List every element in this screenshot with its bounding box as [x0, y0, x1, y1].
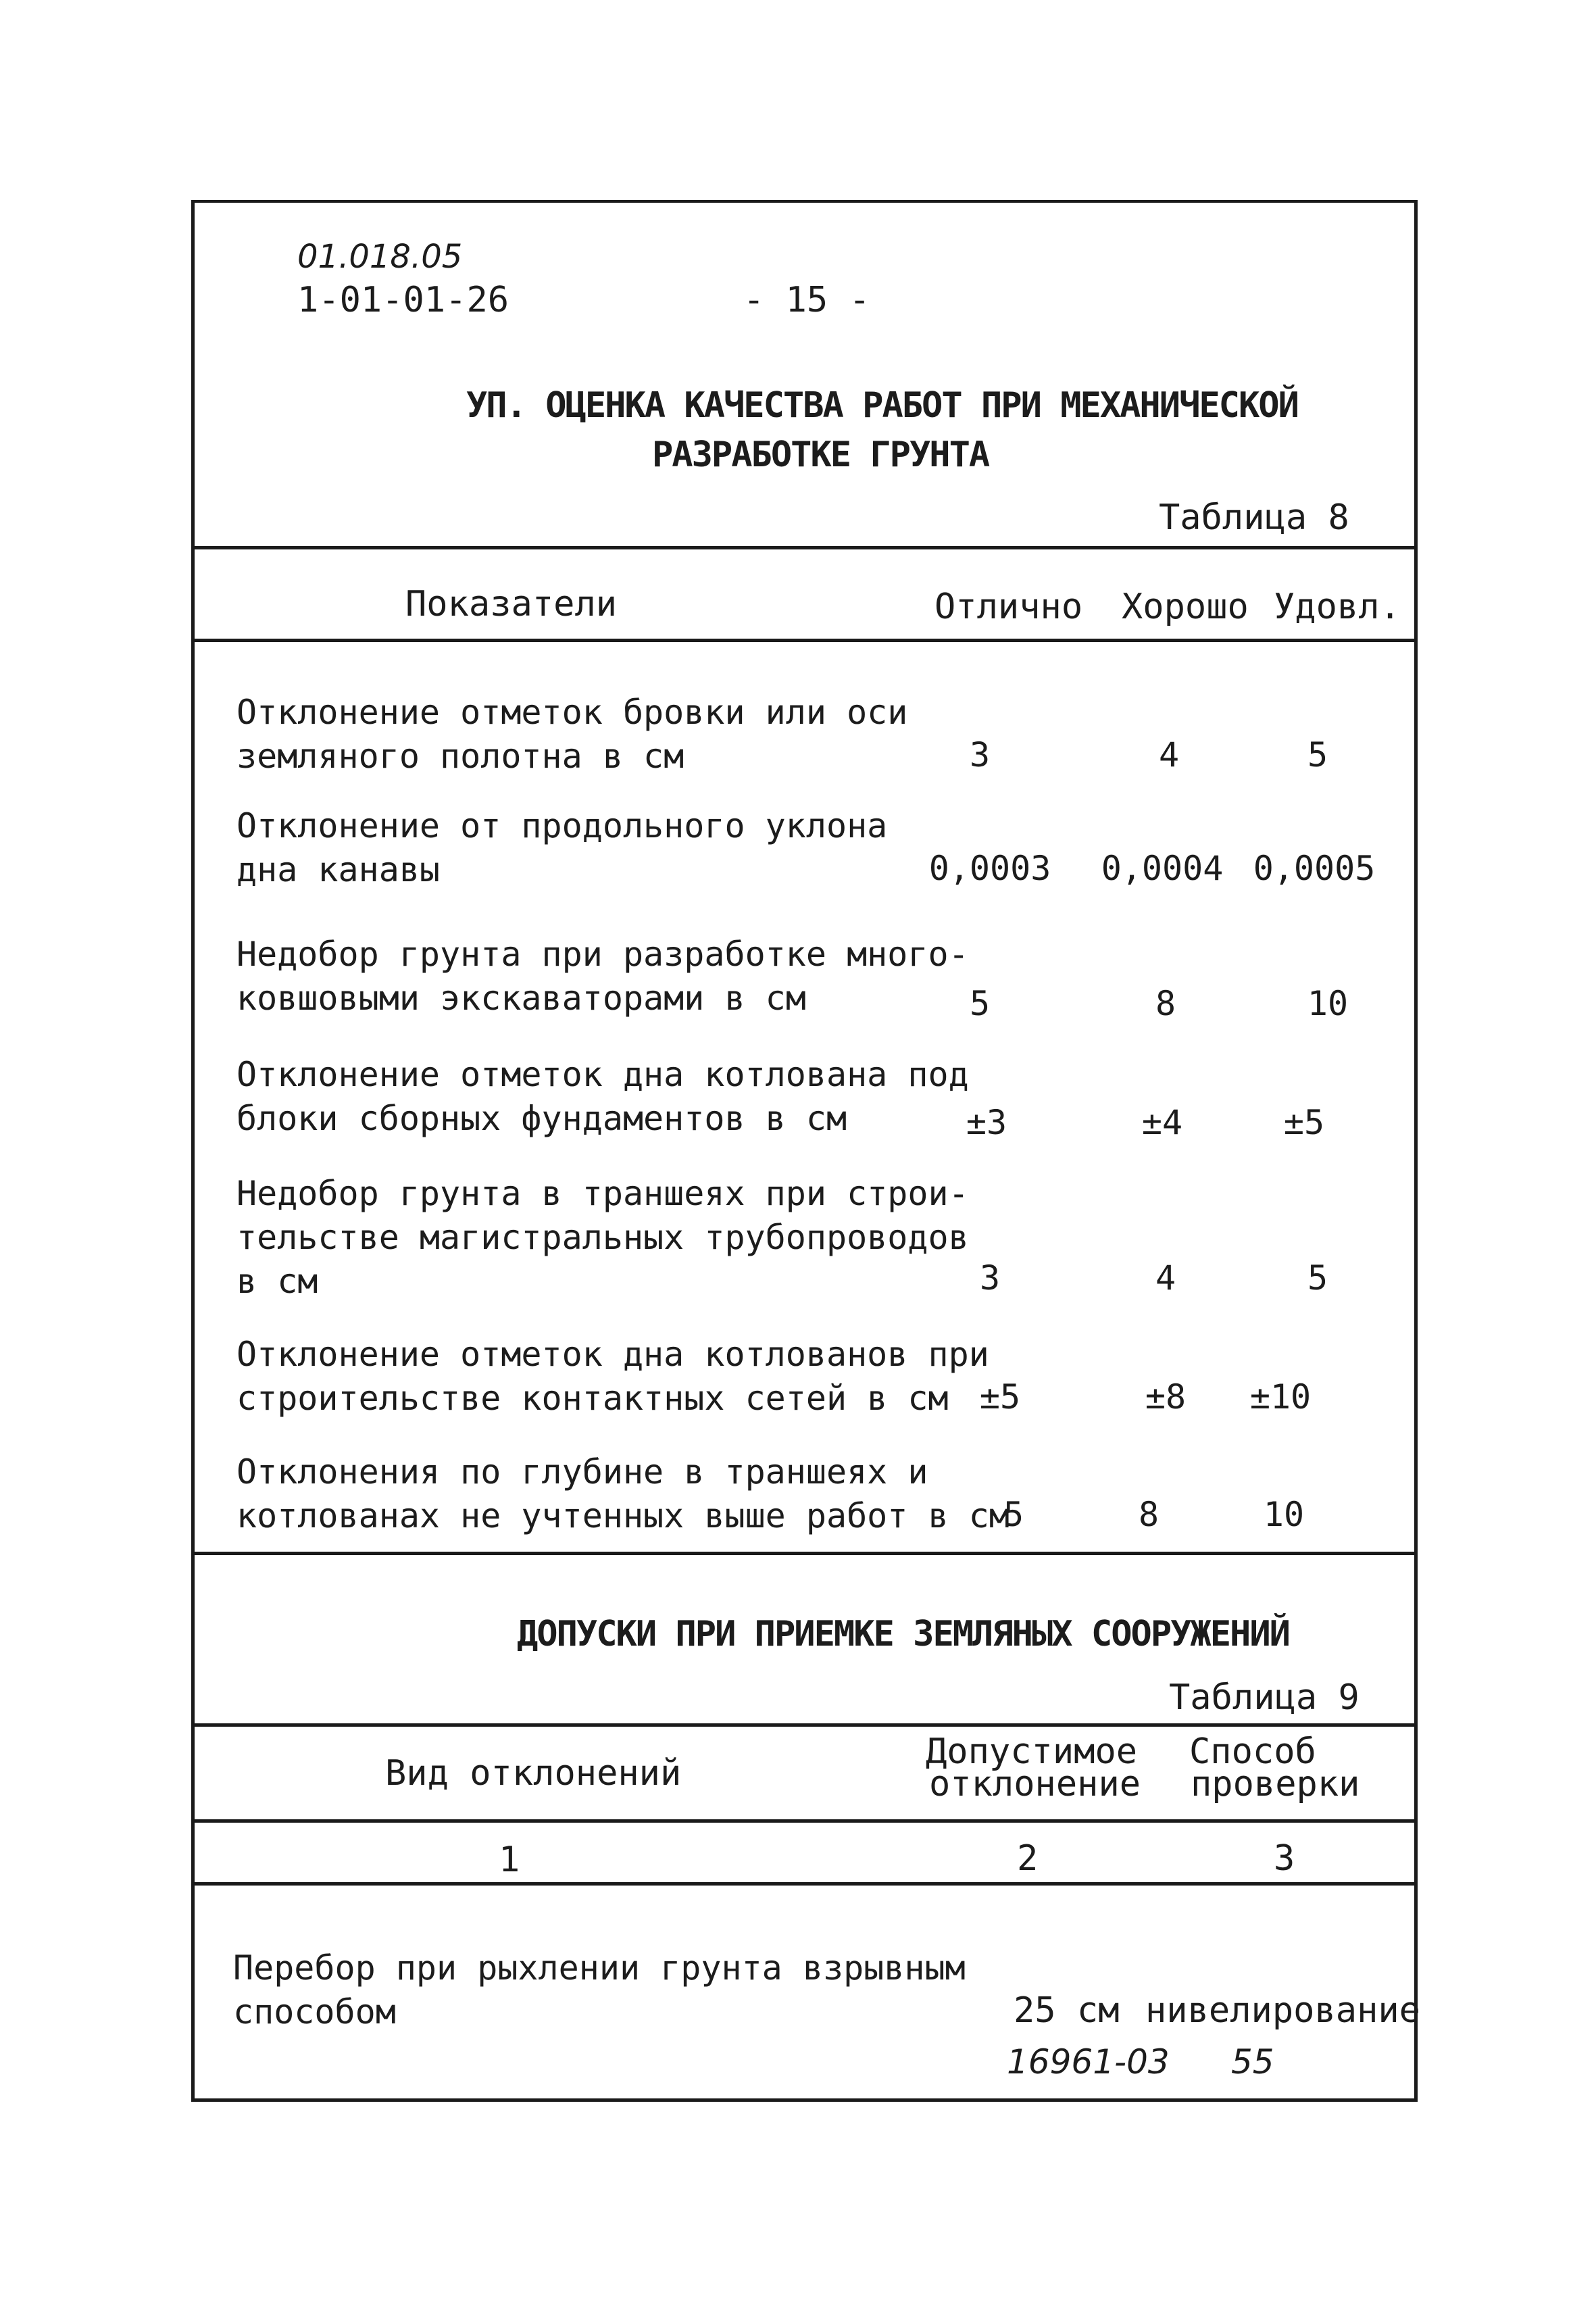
table8-row-6-satisfactory: ±10	[1249, 1377, 1312, 1417]
table9-label: Таблица 9	[1169, 1677, 1360, 1718]
table8-row-7-excellent: 5	[1003, 1495, 1024, 1534]
table8-row-1-satisfactory: 5	[1307, 735, 1328, 774]
table8-top-rule	[191, 546, 1418, 549]
table8-row-4-excellent: ±3	[966, 1103, 1007, 1142]
table8-row-2-good: 0,0004	[1101, 849, 1224, 888]
table8-row-4-label: Отклонение отметок дна котлована под блоки сборных фундаментов в см	[236, 1055, 969, 1138]
table8-row-4-good: ±4	[1141, 1103, 1183, 1142]
document-code: 1-01-01-26	[297, 280, 509, 320]
table8-row-6-good: ±8	[1145, 1377, 1187, 1417]
table8-row-5-label: Недобор грунта в траншеях при строи- тельстве магистральных трубопроводов в см	[236, 1174, 969, 1301]
table8-row-5-excellent: 3	[979, 1258, 1001, 1298]
table8-row-3-satisfactory: 10	[1307, 984, 1349, 1023]
table8-header-rule	[191, 639, 1418, 642]
table9-header-rule	[191, 1819, 1418, 1823]
handwritten-page: 55	[1231, 2042, 1274, 2082]
table8-row-3-excellent: 5	[969, 984, 991, 1023]
table8-header-indicators: Показатели	[405, 584, 618, 624]
table8-row-2-label: Отклонение от продольного уклона дна канавы	[236, 806, 888, 889]
table9-header-method-1: Способ	[1189, 1731, 1316, 1772]
section-title-line1: УП. ОЦЕНКА КАЧЕСТВА РАБОТ ПРИ МЕХАНИЧЕСКОЙ	[466, 385, 1298, 426]
table8-label: Таблица 8	[1159, 497, 1349, 538]
table8-row-2-excellent: 0,0003	[928, 849, 1051, 888]
table8-row-7-satisfactory: 10	[1263, 1495, 1305, 1534]
table9-header-type: Вид отклонений	[385, 1753, 682, 1794]
section-title-line2: РАЗРАБОТКЕ ГРУНТА	[652, 435, 989, 475]
table8-row-3-label: Недобор грунта при разработке много- ковшовыми экскаваторами в см	[236, 935, 969, 1018]
table9-number-2: 2	[1017, 1838, 1039, 1879]
handwritten-code: 01.018.05	[297, 238, 463, 276]
table9-number-1: 1	[499, 1840, 520, 1880]
table8-row-1-label: Отклонение отметок бровки или оси земляного полотна в см	[236, 693, 908, 776]
table9-row-label: Перебор при рыхлении грунта взрывным способом	[233, 1948, 966, 2032]
table9-header-tolerance-1: Допустимое	[926, 1731, 1138, 1772]
table9-number-rule	[191, 1882, 1418, 1886]
table8-row-3-good: 8	[1155, 984, 1176, 1023]
table8-row-1-excellent: 3	[969, 735, 991, 774]
table9-row-tolerance: 25 см	[1014, 1990, 1120, 2031]
table8-row-2-satisfactory: 0,0005	[1253, 849, 1376, 888]
table8-header-satisfactory: Удовл.	[1274, 587, 1401, 627]
table8-row-1-good: 4	[1158, 735, 1180, 774]
table9-top-rule	[191, 1723, 1418, 1727]
table8-row-7-label: Отклонения по глубине в траншеях и котлованах не учтенных выше работ в см	[236, 1452, 1009, 1535]
table8-header-excellent: Отлично	[934, 587, 1083, 627]
table8-bottom-rule	[191, 1552, 1418, 1555]
table8-row-6-excellent: ±5	[979, 1377, 1021, 1417]
table9-header-method-2: проверки	[1191, 1764, 1360, 1804]
table8-row-4-satisfactory: ±5	[1283, 1103, 1325, 1142]
table8-row-6-label: Отклонение отметок дна котлованов при строительстве контактных сетей в см	[236, 1335, 989, 1418]
page-number: - 15 -	[743, 280, 870, 320]
table8-row-7-good: 8	[1138, 1495, 1159, 1534]
handwritten-number: 16961-03	[1007, 2042, 1170, 2082]
table9-number-3: 3	[1274, 1838, 1295, 1879]
table9-row-method: нивелирование	[1145, 1990, 1420, 2031]
section2-title: ДОПУСКИ ПРИ ПРИЕМКЕ ЗЕМЛЯНЫХ СООРУЖЕНИЙ	[517, 1614, 1289, 1654]
table8-header-good: Хорошо	[1122, 587, 1249, 627]
page-frame	[191, 200, 1418, 2102]
table8-row-5-good: 4	[1155, 1258, 1176, 1298]
table8-row-5-satisfactory: 5	[1307, 1258, 1328, 1298]
table9-header-tolerance-2: отклонение	[929, 1764, 1141, 1804]
